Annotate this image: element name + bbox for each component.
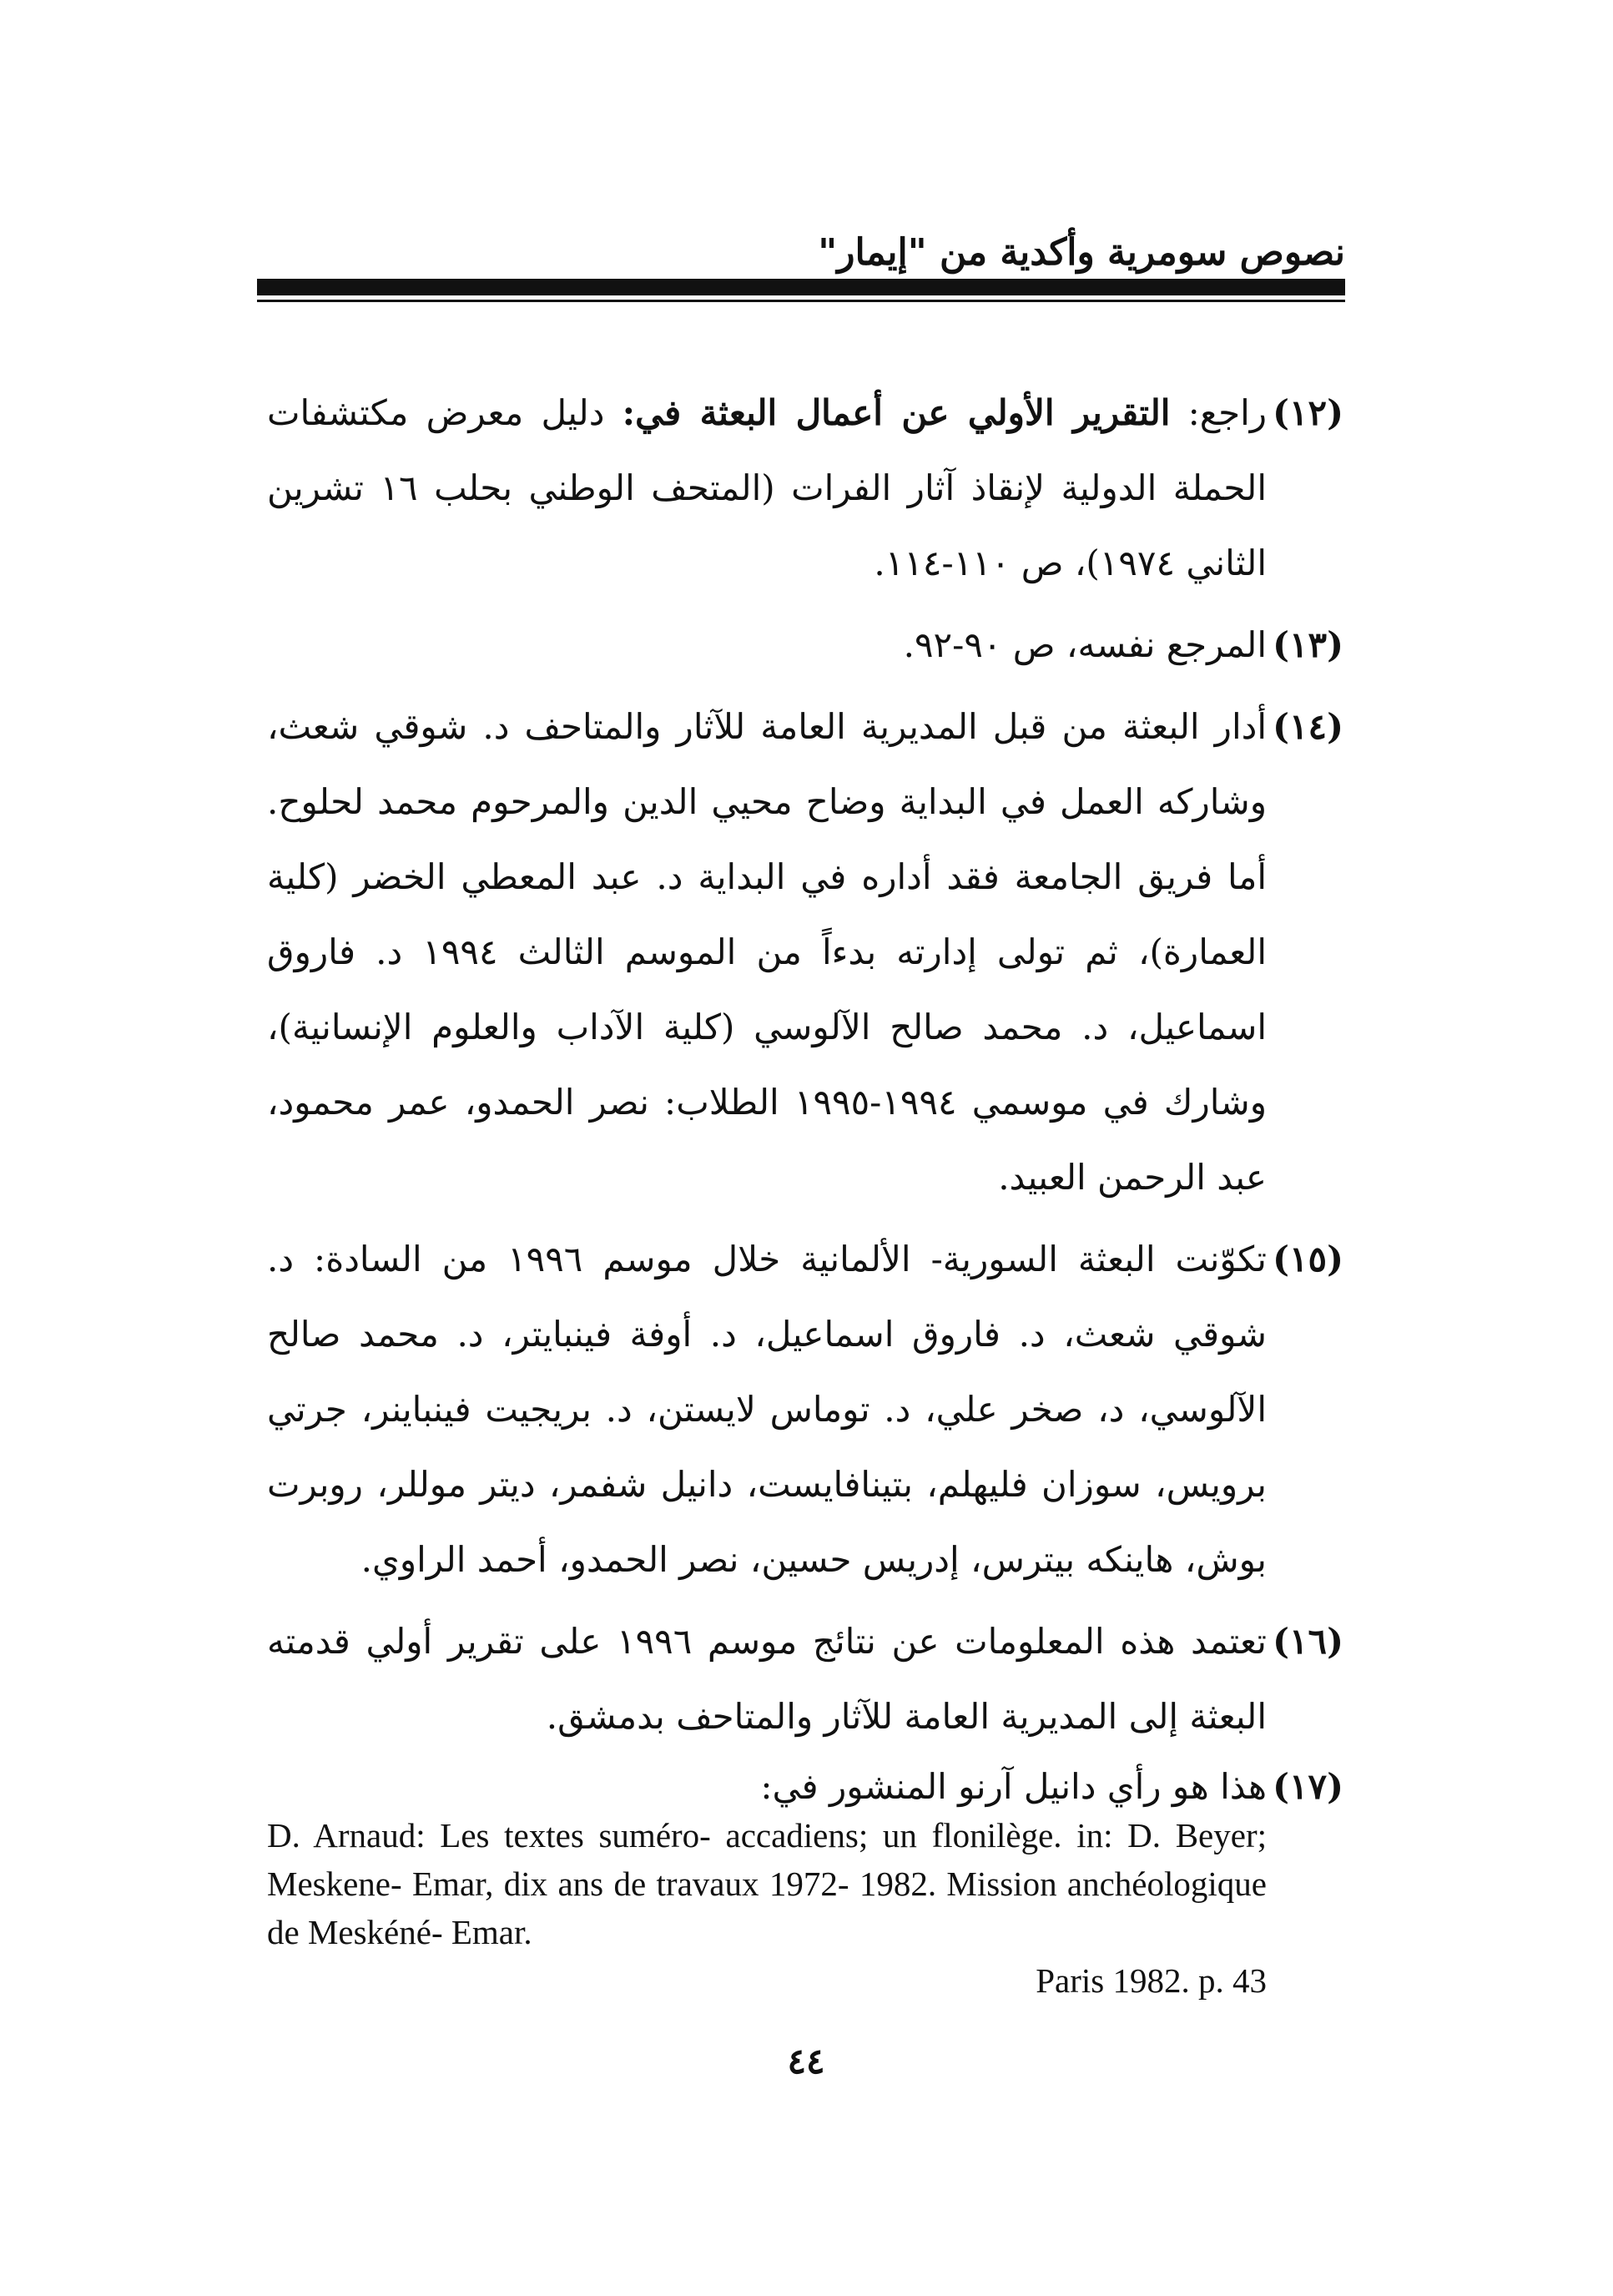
footnote-body: تكوّنت البعثة السورية- الألمانية خلال موسم ١٩٩٦ من السادة: د. شوقي شعث، د. فاروق اسماعيل، د. أوفة فينبايتر، د. محمد صالح الآلوسي، د، صخر علي، د. توماس لايستن، د. بريجيت فينباينر، جرتي برويس، سوزان فليهلم، بتينافايست، دانيل شفمر، ديتر موللر، روبرت بوش، هاينكه بيترس، إدريس حسين، نصر الحمدو، أحمد الراوي. (267, 1239, 1267, 1580)
footnote-text (267, 376, 1267, 601)
footnote-13 (267, 608, 1343, 683)
footnote-bold-title: التقرير الأولي عن أعمال البعثة في: (622, 392, 1171, 433)
footnote-body: دليل معرض مكتشفات الحملة الدولية لإنقاذ آثار الفرات (المتحف الوطني بحلب ١٦ تشرين الثاني ١٩٧٤)، ص ١١٠-١١٤. (267, 392, 1267, 583)
footnote-12 (267, 376, 1343, 601)
citation-text: D. Arnaud: Les textes suméro- accadiens; un flonilège. in: D. Beyer; Meskene- Emar, dix ans de travaux 1972- 1982. Mission anchéologique de Meskéné- Emar. (267, 1816, 1267, 1951)
footnote-arabic-lead: هذا هو رأي دانيل آرنو المنشور في: (760, 1766, 1267, 1807)
header-rule-thin (257, 300, 1345, 302)
footnote-15 (267, 1222, 1343, 1597)
header-rule-thick (257, 279, 1345, 295)
footnote-body: تعتمد هذه المعلومات عن نتائج موسم ١٩٩٦ على تقرير أولي قدمته البعثة إلى المديرية العامة للآثار والمتاحف بدمشق. (267, 1621, 1267, 1737)
footnote-number: (١٤) (1273, 706, 1343, 747)
footnote-17 (267, 1763, 1343, 2005)
footnote-16 (267, 1604, 1343, 1754)
footnote-14 (267, 689, 1343, 1215)
footnote-lead: راجع: (1187, 392, 1268, 433)
page-number: ٤٤ (787, 2041, 825, 2082)
footnote-number: (١٧) (1273, 1766, 1343, 1807)
running-header-title: نصوص سومرية وأكدية من "إيمار" (818, 231, 1345, 274)
citation-publication: Paris 1982. p. 43 (1036, 1961, 1267, 2000)
footnotes-list (267, 376, 1343, 2011)
footnote-number: (١٢) (1273, 392, 1343, 433)
footnote-latin-citation (267, 1811, 1267, 2005)
footnote-number: (١٥) (1273, 1239, 1343, 1279)
footnote-number: (١٣) (1273, 624, 1343, 665)
footnote-body: أدار البعثة من قبل المديرية العامة للآثار والمتاحف د. شوقي شعث، وشاركه العمل في البداية وضاح محيي الدين والمرحوم محمد لحلوح. أما فريق الجامعة فقد أداره في البداية د. عبد المعطي الخضر (كلية العمارة)، ثم تولى إدارته بدءاً من الموسم الثالث ١٩٩٤ د. فاروق اسماعيل، د. محمد صالح الآلوسي (كلية الآداب والعلوم الإنسانية)، وشارك في موسمي ١٩٩٤-١٩٩٥ الطلاب: نصر الحمدو، عمر محمود، عبد الرحمن العبيد. (267, 706, 1268, 1198)
footnote-number: (١٦) (1273, 1621, 1343, 1662)
footnote-body: المرجع نفسه، ص ٩٠-٩٢. (903, 624, 1267, 665)
